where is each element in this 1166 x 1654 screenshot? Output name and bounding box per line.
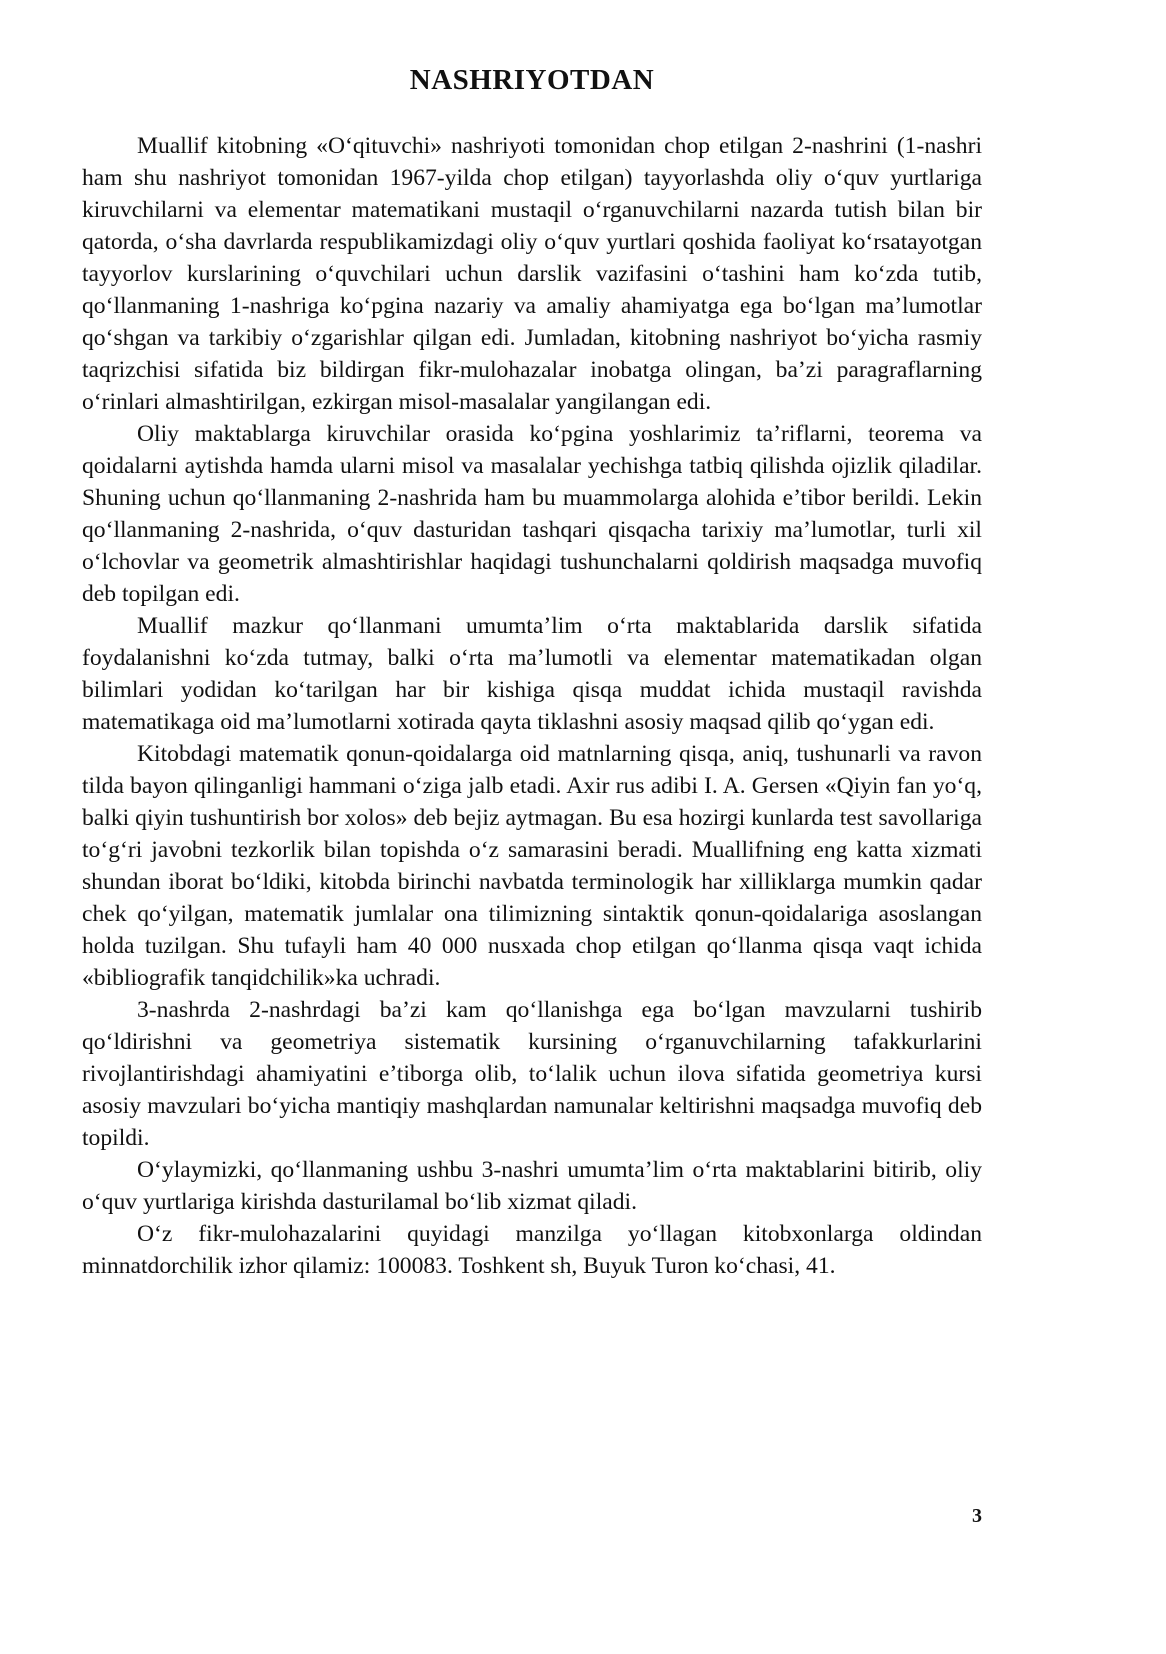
page-title: NASHRIYOTDAN <box>409 64 655 96</box>
paragraph-4: Kitobdagi matematik qonun-qoidalarga oid matnlarning qisqa, aniq, tushunarli va ravon tilda bayon qilinganligi hammani o‘ziga jalb etadi. Axir rus adibi I. A. Gersen «Qiyin fan yo‘q, balki qiyin tushuntirish bor xolos» deb bejiz aytmagan. Bu esa hozirgi kunlarda test savollariga to‘g‘ri javobni tezkorlik bilan topishda o‘z samarasini beradi. Muallifning eng katta xizmati shundan iborat bo‘ldiki, kitobda birinchi navbatda terminologik har xilliklarga mumkin qadar chek qo‘yilgan, matematik jumlalar ona tilimizning sintaktik qonun-qoidalariga asoslangan holda tuzilgan. Shu tufayli ham 40 000 nusxada chop etilgan qo‘llanma qisqa vaqt ichida «bibliografik tanqidchilik»ka uchradi. <box>82 741 982 991</box>
document-page <box>82 60 982 1620</box>
paragraph-2: Oliy maktablarga kiruvchilar orasida ko‘pgina yoshlarimiz ta’riflarni, teorema va qoidalarni aytishda hamda ularni misol va masalalar yechishga tatbiq qilishda ojizlik qiladilar. Shuning uchun qo‘llanmaning 2-nashrida ham bu muammolarga alohida e’tibor berildi. Lekin qo‘llanmaning 2-nashrida, o‘quv dasturidan tashqari qisqacha tarixiy ma’lumotlar, turli xil o‘lchovlar va geometrik almashtirishlar haqidagi tushunchalarni qoldirish maqsadga muvofiq deb topilgan edi. <box>82 421 982 607</box>
body-text <box>82 130 982 1282</box>
paragraph-7: O‘z fikr-mulohazalarini quyidagi manzilga yo‘llagan kitobxonlarga oldindan minnatdorchilik izhor qilamiz: 100083. Toshkent sh, Buyuk Turon ko‘chasi, 41. <box>82 1221 982 1279</box>
paragraph-5: 3-nashrda 2-nashrdagi ba’zi kam qo‘llanishga ega bo‘lgan mavzularni tushirib qo‘ldirishni va geometriya sistematik kursining o‘rganuvchilarning tafakkurlarini rivojlantirishdagi ahamiyatini e’tiborga olib, to‘lalik uchun ilova sifatida geometriya kursi asosiy mavzulari bo‘yicha mantiqiy mashqlardan namunalar keltirishni maqsadga muvofiq deb topildi. <box>82 997 982 1151</box>
paragraph-1: Muallif kitobning «O‘qituvchi» nashriyoti tomonidan chop etilgan 2-nashrini (1-nashri ham shu nashriyot tomonidan 1967-yilda chop etilgan) tayyorlashda oliy o‘quv yurtlariga kiruvchilarni va elementar matematikani mustaqil o‘rganuvchilarni nazarda tutish bilan bir qatorda, o‘sha davrlarda respublikamizdagi oliy o‘quv yurtlari qoshida faoliyat ko‘rsatayotgan tayyorlov kurslarining o‘quvchilari uchun darslik vazifasini o‘tashini ham ko‘zda tutib, qo‘llanmaning 1-nashriga ko‘pgina nazariy va amaliy ahamiyatga ega bo‘lgan ma’lumotlar qo‘shgan va tarkibiy o‘zgarishlar qilgan edi. Jumladan, kitobning nashriyot bo‘yicha rasmiy taqrizchisi sifatida biz bildirgan fikr-mulohazalar inobatga olingan, ba’zi paragraflarning o‘rinlari almashtirilgan, ezkirgan misol-masalalar yangilangan edi. <box>82 133 982 415</box>
paragraph-3: Muallif mazkur qo‘llanmani umumta’lim o‘rta maktablarida darslik sifatida foydalanishni ko‘zda tutmay, balki o‘rta ma’lumotli va elementar matematikadan olgan bilimlari yodidan ko‘tarilgan har bir kishiga qisqa muddat ichida mustaqil ravishda matematikaga oid ma’lumotlarni xotirada qayta tiklashni asosiy maqsad qilib qo‘ygan edi. <box>82 613 982 735</box>
page-number: 3 <box>972 1505 982 1527</box>
paragraph-6: O‘ylaymizki, qo‘llanmaning ushbu 3-nashri umumta’lim o‘rta maktablarini bitirib, oliy o‘quv yurtlariga kirishda dasturilamal bo‘lib xizmat qiladi. <box>82 1157 982 1215</box>
